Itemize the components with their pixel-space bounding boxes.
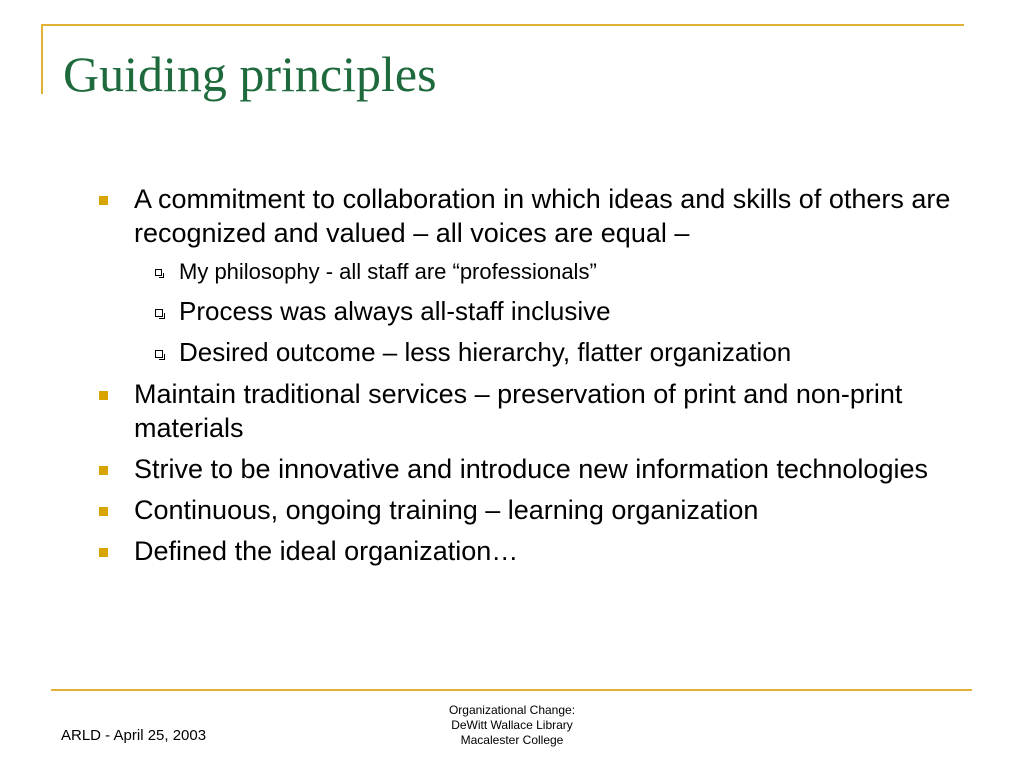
footer-institution bbox=[362, 703, 662, 748]
square-bullet-icon bbox=[99, 196, 108, 205]
square-bullet-icon bbox=[99, 507, 108, 516]
hollow-square-bullet-icon bbox=[155, 309, 163, 317]
bullet-item-1 bbox=[97, 182, 957, 250]
slide-title: Guiding principles bbox=[63, 46, 437, 102]
footer-line-3: Macalester College bbox=[460, 733, 564, 747]
hollow-square-bullet-icon bbox=[155, 269, 162, 276]
bullet-text: A commitment to collaboration in which ideas and skills of others are recognized and valued – all voices are equal – bbox=[134, 184, 951, 248]
footer-date: ARLD - April 25, 2003 bbox=[61, 727, 207, 744]
footer-line-2: DeWitt Wallace Library bbox=[451, 718, 573, 732]
square-bullet-icon bbox=[99, 548, 108, 557]
hollow-square-bullet-icon bbox=[155, 350, 163, 358]
square-bullet-icon bbox=[99, 466, 108, 475]
bullet-item-4 bbox=[97, 493, 957, 527]
frame-top-line bbox=[41, 24, 964, 26]
sub-bullet-text: My philosophy - all staff are “professionals” bbox=[179, 259, 597, 284]
frame-left-line bbox=[41, 24, 43, 94]
bullet-text: Defined the ideal organization… bbox=[134, 536, 519, 566]
sub-bullet-item-3 bbox=[140, 335, 957, 369]
sub-bullet-item-1 bbox=[140, 257, 957, 287]
sub-bullet-item-2 bbox=[140, 294, 957, 328]
bullet-text: Continuous, ongoing training – learning organization bbox=[134, 495, 759, 525]
bullet-item-5 bbox=[97, 534, 957, 568]
square-bullet-icon bbox=[99, 391, 108, 400]
bullet-text: Maintain traditional services – preservation of print and non-print materials bbox=[134, 379, 903, 443]
bullet-text: Strive to be innovative and introduce new information technologies bbox=[134, 454, 928, 484]
bullet-item-2 bbox=[97, 377, 957, 445]
footer-line-1: Organizational Change: bbox=[448, 703, 576, 717]
footer-divider bbox=[51, 689, 972, 691]
sub-bullet-list bbox=[97, 257, 957, 369]
sub-bullet-text: Desired outcome – less hierarchy, flatter organization bbox=[179, 337, 792, 367]
bullet-list bbox=[97, 182, 957, 575]
sub-bullet-text: Process was always all-staff inclusive bbox=[179, 296, 611, 326]
bullet-item-3 bbox=[97, 452, 957, 486]
